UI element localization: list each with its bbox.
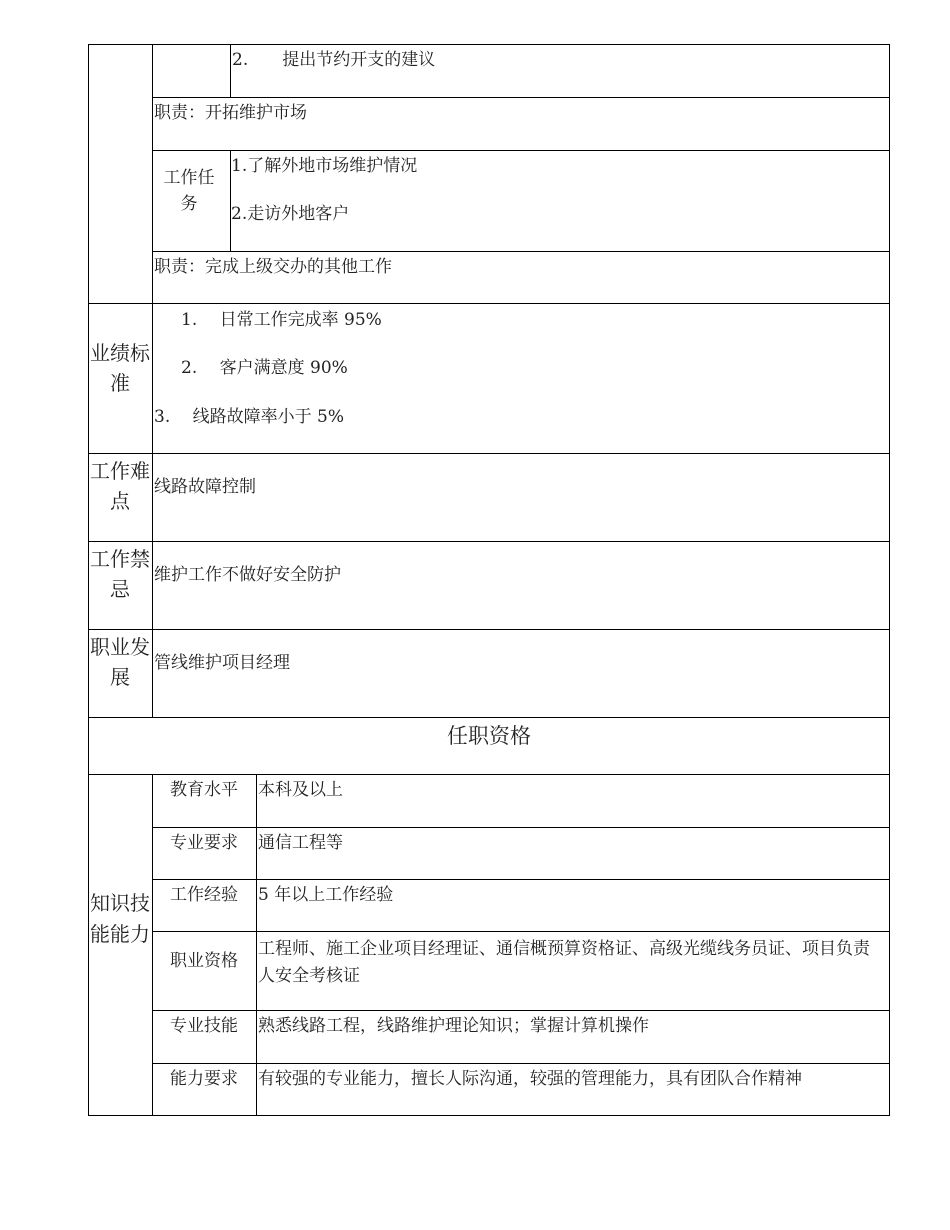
qual-label-skills: 专业技能 [170, 1016, 238, 1036]
performance-item: 2. 客户满意度 90% [181, 358, 348, 378]
qual-value-certification: 工程师、施工企业项目经理证、通信概预算资格证、高级光缆线务员证、项目负责人安全考核证 [258, 939, 870, 986]
duty-title: 职责：开拓维护市场 [154, 103, 307, 123]
qual-value-skills: 熟悉线路工程，线路维护理论知识；掌握计算机操作 [258, 1016, 649, 1036]
taboo-label: 工作禁忌 [90, 547, 150, 601]
section-divider [88, 717, 890, 718]
qual-label-experience: 工作经验 [170, 885, 238, 905]
section-divider [88, 629, 890, 630]
section-divider [88, 541, 890, 542]
career-value: 管线维护项目经理 [154, 653, 290, 673]
difficulty-value: 线路故障控制 [154, 477, 256, 497]
col-divider-left-mid [152, 303, 153, 718]
task-item: 2. 提出节约开支的建议 [232, 50, 436, 70]
section-divider [88, 303, 890, 304]
task-item: 1.了解外地市场维护情况 [231, 156, 418, 176]
qual-value-major: 通信工程等 [258, 833, 343, 853]
col-divider-left-bottom [152, 774, 153, 1116]
qual-value-education: 本科及以上 [258, 780, 343, 800]
row-divider [152, 251, 890, 252]
section-divider [88, 453, 890, 454]
qual-col-divider [256, 774, 257, 1116]
qual-row-divider [152, 1063, 890, 1064]
qual-label-major: 专业要求 [170, 833, 238, 853]
difficulty-label: 工作难点 [90, 459, 150, 513]
duty-title: 职责：完成上级交办的其他工作 [154, 257, 392, 277]
task-item: 2.走访外地客户 [231, 204, 350, 224]
qual-row-divider [152, 827, 890, 828]
qualification-group-label: 知识技能能力 [90, 891, 150, 946]
task-col-divider-1 [230, 44, 231, 97]
qual-value-ability: 有较强的专业能力，擅长人际沟通，较强的管理能力，具有团队合作精神 [258, 1069, 802, 1089]
qual-label-ability: 能力要求 [170, 1069, 238, 1089]
qual-label-education: 教育水平 [170, 780, 238, 800]
qualification-title: 任职资格 [447, 724, 531, 748]
career-label: 职业发展 [90, 635, 150, 689]
qual-row-divider [152, 879, 890, 880]
col-divider-left-top [152, 44, 153, 304]
section-divider [88, 774, 890, 775]
qual-row-divider [152, 1010, 890, 1011]
qual-row-divider [152, 931, 890, 932]
performance-item: 3. 线路故障率小于 5% [154, 407, 344, 427]
qual-value-experience: 5 年以上工作经验 [258, 885, 394, 905]
taboo-value: 维护工作不做好安全防护 [154, 565, 341, 585]
performance-label: 业绩标准 [90, 341, 150, 395]
qual-label-certification: 职业资格 [170, 951, 238, 971]
row-divider [152, 150, 890, 151]
row-divider [152, 97, 890, 98]
task-label: 工作任务 [163, 168, 215, 214]
performance-item: 1. 日常工作完成率 95% [181, 310, 382, 330]
